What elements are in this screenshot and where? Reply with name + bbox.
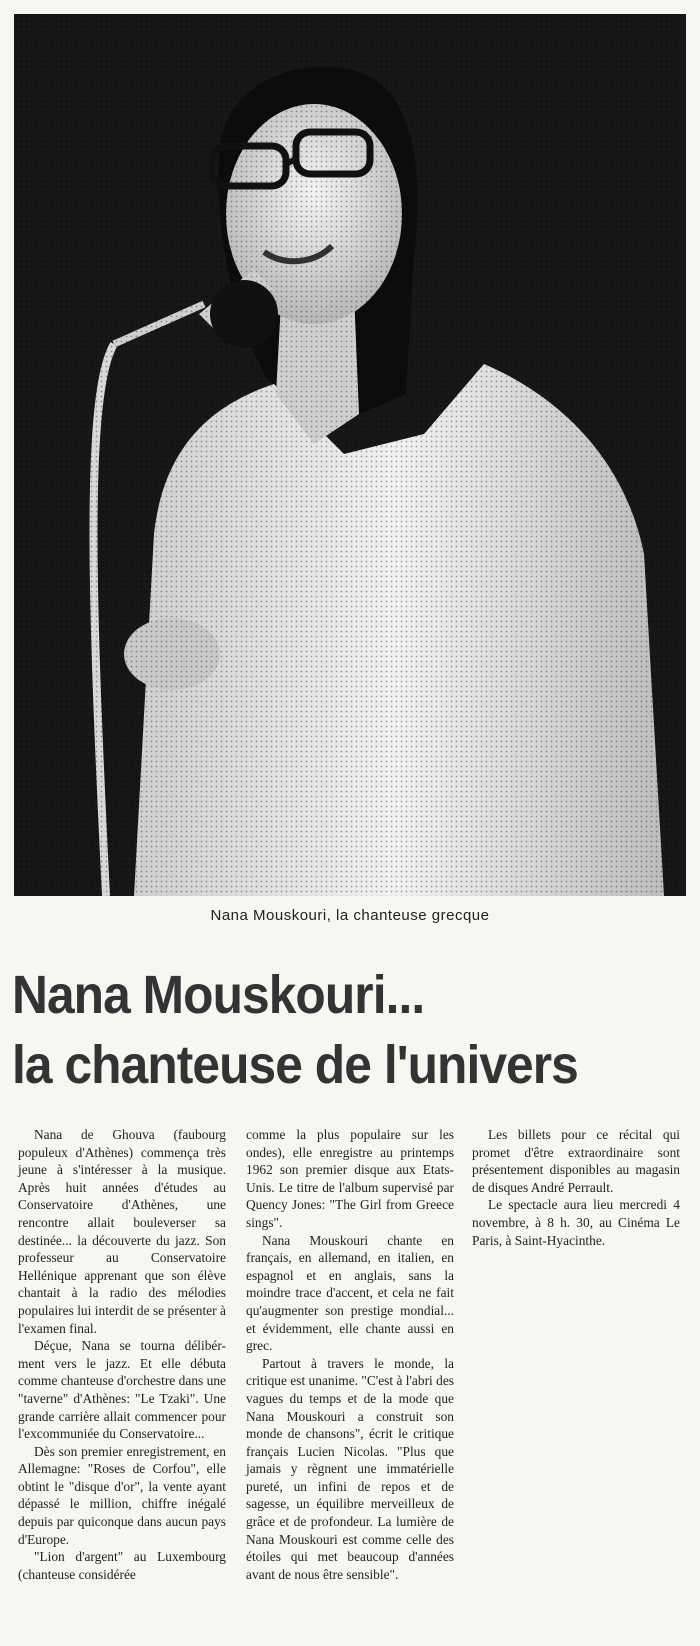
paragraph: Nana de Ghouva (faubourg populeux d'Athènes) commença très jeune à s'intéresser à la musique. Après huit années d'études au Conservatoire d'Athènes, une rencontre allait bouleverser sa destinée... la découverte du jazz. Son professeur au Conservatoire Hellénique apprenant que son élève chantait à la radio des mélodies populaires lui interdit de se présenter à l'examen final. bbox=[18, 1127, 226, 1336]
headline-line-1: Nana Mouskouri... bbox=[12, 965, 425, 1025]
article-column-3 bbox=[472, 1126, 680, 1249]
paragraph: Nana Mouskouri chante en français, en allemand, en italien, en espagnol et en anglais, sans la moindre trace d'accent, et cela ne fait qu'augmenter son prestige mondial... et évidemment, elle chante aussi en grec. bbox=[246, 1232, 454, 1354]
article-column-1 bbox=[18, 1126, 226, 1583]
paragraph: Le spectacle aura lieu mercredi 4 novembre, à 8 h. 30, au Cinéma Le Paris, à Saint-Hyacinthe. bbox=[472, 1197, 680, 1248]
headline-line-2: la chanteuse de l'univers bbox=[12, 1035, 578, 1095]
paragraph: Partout à travers le monde, la critique est unanime. "C'est à l'abri des vagues du temps et de la mode que Nana Mouskouri a construit son monde de chansons", écrit le critique français Lucien Nicolas. "Plus que jamais y règnent une immatérielle pureté, un infini de repos et de sagesse, un équilibre merveilleux de grâce et de profondeur. La lumière de Nana Mouskouri est comme celle des étoiles qui met beaucoup d'années avant de nous être sensible". bbox=[246, 1355, 454, 1582]
paragraph: Dès son premier enregistrement, en Allemagne: "Roses de Corfou", elle obtint le "disque d'or", la vente ayant dépassé le million, chiffre inégalé depuis par quiconque dans aucun pays d'Europe. bbox=[18, 1443, 226, 1547]
paragraph: comme la plus populaire sur les ondes), elle enregistre au printemps 1962 son premier disque aux Etats-Unis. Le titre de l'album supervisé par Quency Jones: "The Girl from Greece sings". bbox=[246, 1127, 454, 1230]
photo-caption: Nana Mouskouri, la chanteuse grecque bbox=[210, 907, 490, 924]
paragraph: "Lion d'argent" au Luxembourg (chanteuse considérée bbox=[18, 1549, 226, 1582]
singer-photo bbox=[14, 14, 686, 896]
paragraph: Déçue, Nana se tourna délibér-ment vers le jazz. Et elle débuta comme chanteuse d'orchestre dans une "taverne" d'Athènes: "Le Tzaki". Une grande carrière allait commencer pour l'excommuniée du Conservatoire... bbox=[18, 1338, 226, 1442]
article-column-2 bbox=[246, 1126, 454, 1583]
paragraph: Les billets pour ce récital qui promet d'être extraordinaire sont présentement disponibles au magasin de disques André Perrault. bbox=[472, 1127, 680, 1195]
headline bbox=[12, 960, 634, 1100]
